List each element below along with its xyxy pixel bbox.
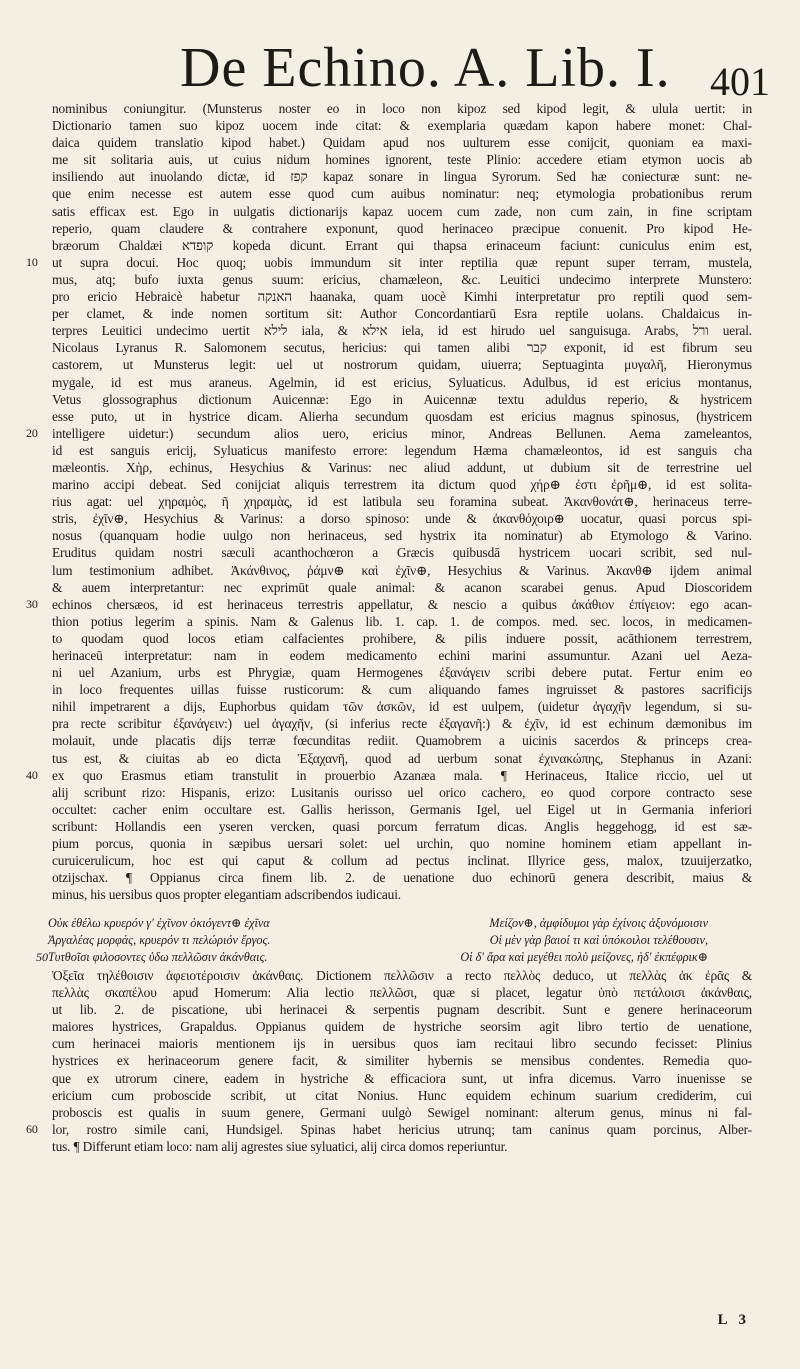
verse-line: Οἱ μὲν γὰρ βαιοί τι καὶ ὑπόκοιλοι τελέθουσιν,: [489, 933, 708, 947]
verse-row: [48, 915, 708, 932]
text-line: [52, 374, 752, 391]
text-line: [52, 408, 752, 425]
text-line-content: & auem interpretantur: nec exprimūt quale animal: & acanon scarabei genus. Apud Dioscoridem: [52, 579, 752, 595]
text-line-content: thion potius legerim a spinis. Nam & Galenus lib. 1. cap. 1. de compos. med. sec. locos, in medicamen-: [52, 613, 752, 629]
text-line: [52, 100, 752, 117]
verse-line: Τυτθοῖσι φιλοσοντες ὑδω πελλῶσιν ἀκάνθαις.: [48, 950, 268, 964]
verse-line: Μείζον⊕, ἀμφίδυμοι γὰρ ἐχίνοις ἀξυνόμοισιν: [489, 916, 708, 930]
text-line-content: ex quo Erasmus etiam transtulit in prouerbio Azanæa mala. ¶ Herinaceus, Italice riccio, uel ut: [52, 767, 752, 783]
text-line-content: Vetus glossographus dictionum Auicennæ: Ego in Auicennæ textu aduldus reperio, & hystricem: [52, 391, 752, 407]
verse-row: [36, 949, 708, 966]
text-line-content: daica quidem translatio kipod habet.) Quidam apud nos uulturem esse conijcit, quoniam ea maxi-: [52, 135, 752, 151]
text-line: [52, 391, 752, 408]
text-line: [52, 1087, 752, 1104]
text-line: [52, 886, 752, 903]
text-line: [52, 852, 752, 869]
text-line: [52, 1138, 752, 1155]
text-line: [26, 254, 752, 271]
text-line: [52, 476, 752, 493]
text-line-content: Eruditus quidam nostri sæculi acanthochœron a Græcis quibusdā hystricem uocari scribit, sed nul-: [52, 545, 752, 561]
text-line: [52, 630, 752, 647]
text-line-content: lor, rostro simile cani, Hundsigel. Spinas habet hericius utrunq; tam caninus quam porcinus, Alber-: [52, 1121, 752, 1137]
text-line: [52, 510, 752, 527]
text-line-content: occultet: cacher enim occultare est. Gallis herisson, Germanis Igel, uel Eigel ut in Germania inferiori: [52, 801, 752, 817]
text-line: [52, 134, 752, 151]
text-line: [52, 544, 752, 561]
text-line-content: intelligere uidetur:) secundum alios uero, ericius minor, Andreas Bellunen. Aema zameleantos,: [52, 425, 752, 441]
text-line-content: terpres Leuitici undecimo uertit לילא iala, & אילא iela, id est hirudo uel sanguisuga. Arabs, ורל ueral.: [52, 323, 752, 339]
text-line-content: castorem, ut Munsterus legit: uel ut nostrorum quidam, uiuerra; Septuaginta μυγαλῆ, Hieronymus: [52, 357, 752, 373]
text-line: [52, 579, 752, 596]
text-line-content: ut lib. 2. de piscatione, ubi herinacei & serpentis pugnam describit. Sunt e genere herinaceorum: [52, 1002, 752, 1018]
text-line: [52, 1018, 752, 1035]
text-line-content: que ex utrorum cinere, eadem in hystriche & efficaciora sunt, ut infra dicemus. Varro inuenisse se: [52, 1070, 752, 1086]
text-line-content: reperio, quam claudere & contrahere exponunt, quod herinaceo præcipue conuenit. Pro kipod He-: [52, 220, 752, 236]
text-line-content: pra recte scribitur ἐξανάγειν:) uel ἀγαχῆν, (si inferius recte ἐξαγανῆ:) & ἐχῖν, id est echinum dæmonibus im: [52, 716, 752, 732]
verse-line: Ἀργαλέας μορφάς, κρυερόν τι πελώριόν ἔργος.: [48, 933, 271, 947]
text-line: [52, 1001, 752, 1018]
text-line: [26, 1121, 752, 1138]
line-number: 30: [26, 596, 38, 611]
text-line-content: nominibus coniungitur. (Munsterus noster eo in loco non kipoz sed kipod legit, & ulula uertit: in: [52, 101, 752, 116]
text-line-content: nosus (quanquam hodie uulgo non herinaceus, sed hystrix ita nominatur) ab Etymologo & Varino.: [52, 528, 752, 544]
text-line-content: otzijschax. ¶ Oppianus circa finem lib. 2. de uenatione duo echinorū genera describit, maius &: [52, 870, 752, 886]
text-line-content: lum testimonium adhibet. Ἀκάνθινος, ῥάμν⊕ καὶ ἐχῖν⊕, Hesychius & Varinus. Ἀκανθ⊕ ijdem animal: [52, 562, 752, 578]
text-line-content: echinos chersæos, id est herinaceus terrestris appellatur, & nescio a quibus ἀκάθιον ἐπίγειον: ego acan-: [52, 596, 752, 612]
text-line: [52, 527, 752, 544]
text-line: [52, 237, 752, 254]
text-line-content: tus. ¶ Differunt etiam loco: nam alij agrestes siue syluatici, alij circa domos reperiuntur.: [52, 1138, 508, 1154]
text-line-content: id est sanguis ericij, Syluaticus manifesto errore: legendum Hæma chamæleontos, id est sanguis cha: [52, 442, 752, 458]
text-line: [52, 442, 752, 459]
text-line: [52, 984, 752, 1001]
text-line-content: maiores hystrices, Grapaldus. Oppianus quidem de hystriche seorsim agit libro tertio de uenatione,: [52, 1019, 752, 1035]
text-line: [52, 732, 752, 749]
line-number: 20: [26, 425, 38, 440]
text-line: [52, 322, 752, 339]
text-line-content: per clamet, & inde nomen sortitum sit: Author Concordantiarū Esra reptile uolans. Chaldaicus in-: [52, 306, 752, 322]
text-line-content: molauit, unde placatis dijs terræ fœcunditas rediit. Quamobrem a uicinis sacerdos & princeps crea-: [52, 733, 752, 749]
text-line-content: ericium cum proboscide scribit, ut citat Nonius. Hunc equidem echinum suarium crediderim, cui: [52, 1087, 752, 1103]
text-line-content: rius agat: uel χηραμὸς, ῆ χηραμὰς, id est latibula seu foramina subeat. Ἀκανθονάτ⊕, herinaceus terre-: [52, 494, 752, 510]
text-line-content: me sit solitaria auis, ut cuius nidum homines ignorent, teste Plinio: accedere etiam etymon uocis ab: [52, 152, 752, 168]
text-line: [52, 185, 752, 202]
text-line-content: cum herinacei maioris mentionem ijs in uersibus quos iam recitaui libro secundo fecisset: Plinius: [52, 1036, 752, 1052]
verse-line: Οἱ δ' ἄρα καὶ μεγέθει πολὺ μείζονες, ἠδ' ἐκπέφρικ⊕: [460, 950, 708, 964]
running-head: De Echino. A. Lib. I.: [180, 37, 671, 99]
text-line-content: mygale, id est mus araneus. Agelmin, id est ericius, Syluaticus. Adulbus, id est ericius montanus,: [52, 374, 752, 390]
text-line: [52, 750, 752, 767]
text-line: [52, 681, 752, 698]
continuation-text-block: [26, 967, 752, 1155]
text-line-content: proboscis est qualis in suum genere, Germani uulgò Sewigel nominant: alterum genus, minus ni fal-: [52, 1104, 752, 1120]
text-line-content: πελλὰς σκαπέλου apud Homerum: Alia lectio πελλῶσι, quæ si placet, legatur ὑπὸ πετάλοισι ἀκάνθαις,: [52, 985, 752, 1001]
text-line: [52, 1035, 752, 1052]
text-line-content: minus, his uersibus quos propter elegantiam adscribendos iudicaui.: [52, 887, 401, 903]
text-line-content: Dictionario tamen suo kipoz uocem inde citat: & exemplaria quædam kapon habere monet: Chal-: [52, 118, 752, 134]
line-number: 50: [36, 950, 48, 964]
text-line: [52, 647, 752, 664]
text-line: [52, 1052, 752, 1069]
line-number: 40: [26, 767, 38, 782]
text-line: [52, 305, 752, 322]
text-line: [52, 835, 752, 852]
text-line: [52, 967, 752, 984]
text-line: [52, 220, 752, 237]
verse-line: Οὐκ ἐθέλω κρυερόν γ' ἐχῖνον ὀκιόγεντ⊕ ἐχῖνα: [48, 916, 270, 930]
text-line-content: pro ericio Hebraicè habetur האנקה haanaka, quam uocè Kimhi interpretatur pro reptili quod sem-: [52, 289, 752, 305]
text-line-content: in loco frequentes uillas fuisse rusticorum: & cum aliquando fames ingruisset & pastores sacrificijs: [52, 682, 752, 698]
text-line-content: hystrices ex herinaceorum genere facit, & similiter hybernis se mensibus condentes. Remedia quo-: [52, 1053, 752, 1069]
text-line: [52, 698, 752, 715]
text-line-content: curuicerulicum, hoc est qui caput & collum ad pectus inclinat. Illyrice gess, malox, tzuuijerzatko,: [52, 853, 752, 869]
text-line-content: scribunt: Hollandis een yseren vercken, quasi porcum ferratum dicas. Anglis heggehogg, id est sæ-: [52, 818, 752, 834]
text-line-content: marino accipi debeat. Sed conijciat aliquis terrestrem ita dictum quod χήρ⊕ ἐστι ἐρῆμ⊕, id est solita-: [52, 477, 752, 493]
text-line-content: ut supra docui. Hoc quoq; uobis immundum sit inter reptilia quæ repunt super terram, mustela,: [52, 254, 752, 270]
text-line: [52, 784, 752, 801]
text-line-content: satis efficax est. Ego in uulgatis dictionarijs kapaz uocem cum zade, non cum zain, in fine scriptam: [52, 203, 752, 219]
text-line: [52, 818, 752, 835]
text-line: [52, 493, 752, 510]
text-line: [52, 801, 752, 818]
text-line: [52, 117, 752, 134]
main-text-block: [26, 100, 752, 903]
text-line: [26, 425, 752, 442]
text-line: [52, 168, 752, 185]
text-line: [52, 613, 752, 630]
text-line: [52, 459, 752, 476]
text-line-content: herinaceū interpretatur: nam in eodem medicamento echini marini assumuntur. Azani uel Aeza-: [52, 648, 752, 663]
text-line: [52, 1070, 752, 1087]
text-line-content: esse puto, ut in hystrice dicam. Alierha secundum quosdam est ericius magnus spinosus, (hystricem: [52, 408, 752, 424]
text-line-content: que enim necesse est autem esse quod cum auibus nominatur: neq; etymologia probationibus rerum: [52, 186, 752, 202]
text-line-content: alij scribunt rizo: Hispanis, erizo: Lusitanis ourisso uel orico cachero, eo quod corpore contracto sese: [52, 784, 752, 800]
line-number: 60: [26, 1121, 38, 1136]
text-line-content: nihil impetrarent a dijs, Euphorbus quidam τῶν ἀσκῶν, id est uulpem, (uidetur ἀγαχῆν legendum, si su-: [52, 699, 752, 715]
text-line: [52, 203, 752, 220]
text-line: [52, 562, 752, 579]
text-line: [52, 271, 752, 288]
text-line-content: mus, atq; bufo iuxta genus suum: ericius, chamæleon, &c. Leuitici undecimo interprete Munstero:: [52, 271, 752, 287]
text-line: [52, 151, 752, 168]
verse-row: [48, 932, 708, 949]
text-line-content: to quodam quod locos etiam calfacientes prohibere, & pilis induere possit, acāthionem terrestrem,: [52, 630, 752, 646]
text-line: [52, 356, 752, 373]
greek-verse-block: [36, 915, 708, 966]
text-line: [52, 664, 752, 681]
line-number: 10: [26, 254, 38, 269]
text-line-content: insiliendo aut inuolando dictæ, id קפז kapaz sonare in lingua Syrorum. Sed hæ coniecturæ sunt: ne-: [52, 169, 752, 185]
text-line: [52, 288, 752, 305]
text-line-content: Nicolaus Lyranus R. Salomonem secutus, hericius: qui tamen alibi קבר exponit, id est fibrum seu: [52, 340, 752, 356]
text-line: [52, 1104, 752, 1121]
text-line-content: Ὀξεῖα τηλέθοισιν ἀφειοτέροισιν ἀκάνθαις. Dictionem πελλῶσιν a recto πελλὸς deduco, ut πελλὰς ἀκ ἐρᾶς &: [52, 968, 752, 983]
signature-mark: L 3: [717, 1312, 750, 1328]
text-line-content: ni uel Azanium, urbs est Phrygiæ, quam Hermogenes ἐξανάγειν scribi debere putat. Fertur enim eo: [52, 665, 752, 681]
text-line: [52, 339, 752, 356]
text-line: [26, 767, 752, 784]
text-line: [52, 869, 752, 886]
text-line-content: mæleontis. Χὴρ, echinus, Hesychius & Varinus: nec aliud addunt, ut dubium sit de terrestrine uel: [52, 459, 752, 475]
text-line-content: tus est, & ciuitas ab eo dicta Ἐξαχανῆ, quod ad uerbum sonat ἐχινακώπης, Stephanus in Azani:: [52, 750, 752, 766]
text-line: [52, 715, 752, 732]
page-number: 401: [710, 59, 770, 104]
text-line-content: bræorum Chaldæi קופדא kopeda dicunt. Errant qui thapsa erinaceum faciunt: cuniculus enim est,: [52, 237, 752, 253]
text-line-content: pium porcus, quonia in sæpibus uersari solet: uel urchin, quo nomine hominem etiam appellant in-: [52, 836, 752, 852]
text-line: [26, 596, 752, 613]
text-line-content: stris, ἐχῖν⊕, Hesychius & Varinus: a dorso spinoso: unde & ἀκανθόχοιρ⊕ uocatur, quasi porcus spi-: [52, 511, 752, 527]
